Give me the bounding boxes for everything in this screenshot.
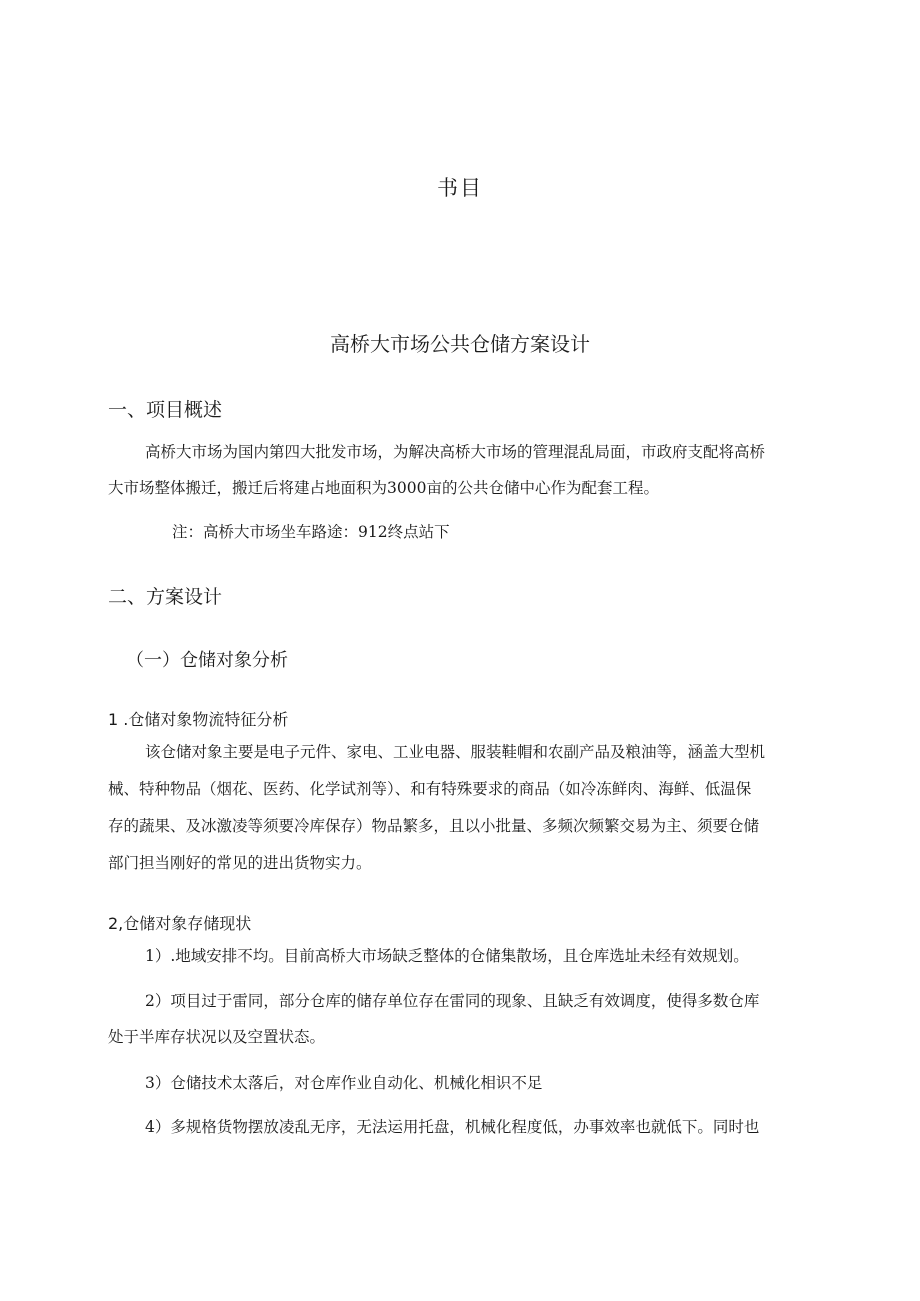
item1-paragraph-line-1: 该仓储对象主要是电子元件、家电、工业电器、服装鞋帽和农副产品及粮油等，涵盖大型机 [145, 743, 766, 761]
item2-point-2-line-2: 处于半库存状况以及空置状态。 [108, 1028, 326, 1046]
document-title: 高桥大市场公共仓储方案设计 [330, 332, 590, 356]
item2-point-1: 1）.地域安排不均。目前高桥大市场缺乏整体的仓储集散场，且仓库选址未经有效规划。 [145, 947, 749, 965]
section2-heading: 二、方案设计 [108, 586, 223, 608]
item2-point-4-line-1: 4）多规格货物摆放凌乱无序，无法运用托盘，机械化程度低，办事效率也就低下。同时也 [145, 1118, 760, 1136]
item1-paragraph-line-2: 械、特种物品（烟花、医药、化学试剂等）、和有特殊要求的商品（如冷冻鲜肉、海鲜、低温保 [108, 780, 752, 798]
section1-note: 注：高桥大市场坐车路途：912终点站下 [172, 523, 450, 541]
item2-point-3: 3）仓储技术太落后，对仓库作业自动化、机械化相识不足 [145, 1074, 543, 1092]
cover-title: 书目 [437, 176, 483, 200]
subsection1-heading: （一）仓储对象分析 [126, 650, 288, 671]
section1-paragraph-line-1: 高桥大市场为国内第四大批发市场，为解决高桥大市场的管理混乱局面，市政府支配将高桥 [145, 443, 766, 461]
section1-heading: 一、项目概述 [108, 399, 223, 421]
item1-paragraph-line-3: 存的蔬果、及冰激凌等须要冷库保存）物品繁多，且以小批量、多频次频繁交易为主、须要仓储 [108, 817, 760, 835]
item1-heading: 1 .仓储对象物流特征分析 [108, 710, 289, 729]
item2-point-2-line-1: 2）项目过于雷同，部分仓库的储存单位存在雷同的现象、且缺乏有效调度，使得多数仓库 [145, 992, 760, 1010]
item2-heading: 2,仓储对象存储现状 [108, 914, 252, 933]
item1-paragraph-line-4: 部门担当刚好的常见的进出货物实力。 [108, 854, 372, 872]
section1-paragraph-line-2: 大市场整体搬迁，搬迁后将建占地面积为3000亩的公共仓储中心作为配套工程。 [108, 479, 659, 497]
